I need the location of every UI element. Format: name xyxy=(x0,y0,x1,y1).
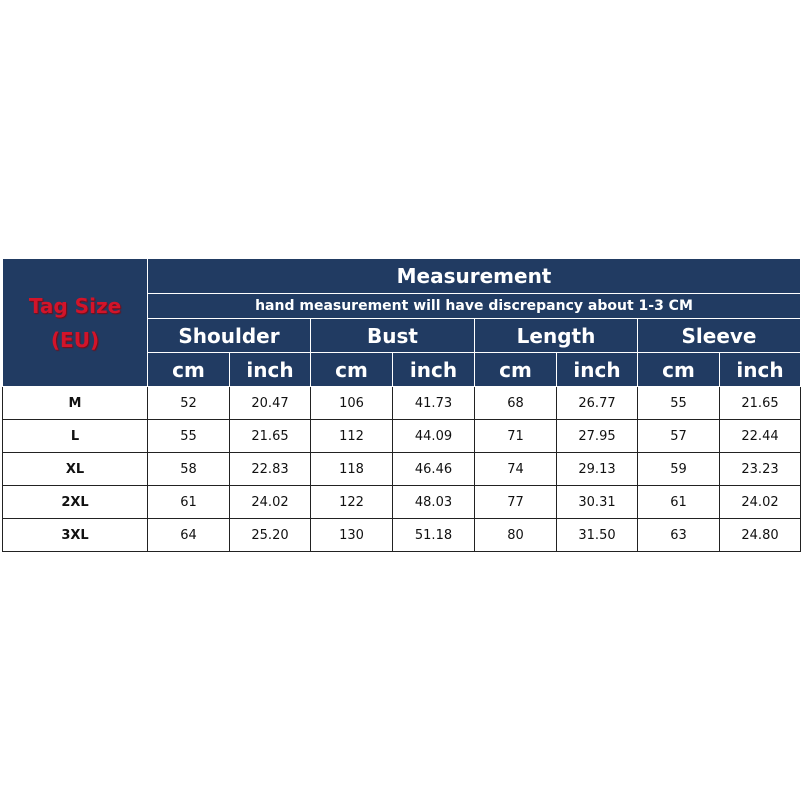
table-row xyxy=(3,453,801,486)
unit-header: cm xyxy=(638,353,720,387)
table-cell: 77 xyxy=(475,486,557,519)
size-cell: 2XL xyxy=(3,486,148,519)
table-cell: 31.50 xyxy=(557,519,638,552)
table-cell: 59 xyxy=(638,453,720,486)
table-cell: 46.46 xyxy=(393,453,475,486)
table-cell: 61 xyxy=(148,486,230,519)
table-cell: 106 xyxy=(311,387,393,420)
tag-size-unit-label: (EU) xyxy=(50,327,100,352)
table-cell: 24.02 xyxy=(720,486,801,519)
table-cell: 68 xyxy=(475,387,557,420)
table-cell: 57 xyxy=(638,420,720,453)
size-cell: 3XL xyxy=(3,519,148,552)
tag-size-header xyxy=(3,259,148,387)
group-header-length: Length xyxy=(475,319,638,353)
size-chart-table xyxy=(2,258,801,552)
group-header-shoulder: Shoulder xyxy=(148,319,311,353)
table-cell: 118 xyxy=(311,453,393,486)
table-cell: 61 xyxy=(638,486,720,519)
table-cell: 63 xyxy=(638,519,720,552)
size-cell: XL xyxy=(3,453,148,486)
table-cell: 29.13 xyxy=(557,453,638,486)
unit-header: inch xyxy=(557,353,638,387)
table-cell: 64 xyxy=(148,519,230,552)
table-cell: 122 xyxy=(311,486,393,519)
table-cell: 52 xyxy=(148,387,230,420)
table-cell: 30.31 xyxy=(557,486,638,519)
measurement-title: Measurement xyxy=(148,259,801,294)
table-cell: 55 xyxy=(148,420,230,453)
unit-header: cm xyxy=(311,353,393,387)
unit-header: cm xyxy=(148,353,230,387)
unit-header: inch xyxy=(720,353,801,387)
unit-header: cm xyxy=(475,353,557,387)
table-cell: 21.65 xyxy=(230,420,311,453)
table-cell: 48.03 xyxy=(393,486,475,519)
group-header-sleeve: Sleeve xyxy=(638,319,801,353)
table-row xyxy=(3,519,801,552)
table-cell: 27.95 xyxy=(557,420,638,453)
table-row xyxy=(3,420,801,453)
table-row xyxy=(3,486,801,519)
size-cell: M xyxy=(3,387,148,420)
table-cell: 112 xyxy=(311,420,393,453)
table-cell: 23.23 xyxy=(720,453,801,486)
table-cell: 22.83 xyxy=(230,453,311,486)
table-cell: 80 xyxy=(475,519,557,552)
table-cell: 26.77 xyxy=(557,387,638,420)
table-cell: 22.44 xyxy=(720,420,801,453)
table-cell: 130 xyxy=(311,519,393,552)
table-cell: 20.47 xyxy=(230,387,311,420)
group-header-bust: Bust xyxy=(311,319,475,353)
table-cell: 71 xyxy=(475,420,557,453)
table-row xyxy=(3,387,801,420)
table-cell: 55 xyxy=(638,387,720,420)
table-cell: 58 xyxy=(148,453,230,486)
table-cell: 24.02 xyxy=(230,486,311,519)
tag-size-label: Tag Size xyxy=(28,293,122,318)
table-cell: 25.20 xyxy=(230,519,311,552)
table-cell: 24.80 xyxy=(720,519,801,552)
table-cell: 44.09 xyxy=(393,420,475,453)
unit-header: inch xyxy=(393,353,475,387)
table-cell: 21.65 xyxy=(720,387,801,420)
table-cell: 51.18 xyxy=(393,519,475,552)
header-row-title xyxy=(3,259,801,294)
unit-header: inch xyxy=(230,353,311,387)
measurement-note: hand measurement will have discrepancy about 1-3 CM xyxy=(148,294,801,319)
size-cell: L xyxy=(3,420,148,453)
table-cell: 74 xyxy=(475,453,557,486)
table-cell: 41.73 xyxy=(393,387,475,420)
